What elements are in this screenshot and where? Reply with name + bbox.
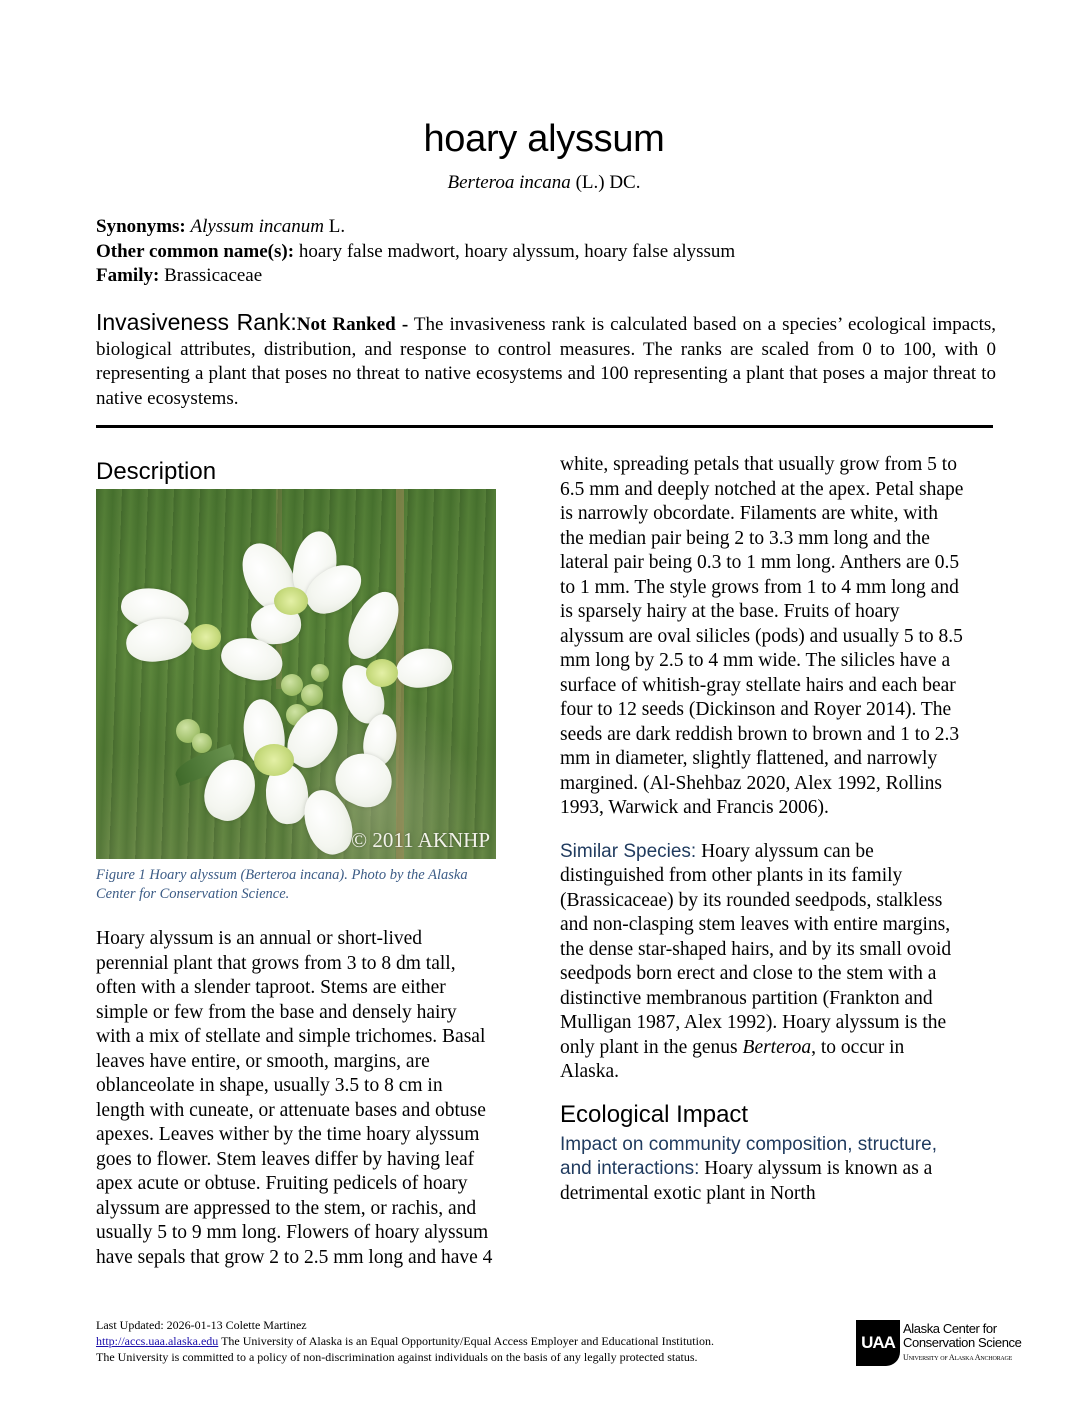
scientific-name [0,172,1088,194]
family-row [96,264,996,289]
species-photo [96,489,496,859]
synonyms-label: Synonyms: [96,216,186,237]
ecological-impact-heading: Ecological Impact [560,1100,749,1128]
rank-text: The invasiveness rank is calculated based on a species’ ecological impacts, biological attributes, distribution, and response to control measures. The ranks are scaled from 0 to 100, with 0 representing a plant that poses no threat to native ecosystems and 100 representing a plant that poses a major threat to native ecosystems. [96,314,997,409]
community-impact-label: Impact on community composition, structure, and interactions: [560,1133,937,1179]
similar-species-text-a: Hoary alyssum can be distinguished from other plants in its family (Brassicaceae) by its rounded seedpods, stalkless and non-clasping stem leaves with entire margins, the dense star-shaped hairs, and by its small ovoid seedpods born erect and close to the stem with a distinctive membranous partition (Frankton and Mulligan 1987, Alex 1992). Hoary alyssum is the only plant in the genus [560,840,952,1058]
family-value: Brassicaceae [159,265,263,286]
similar-species-text-b: , to occur in Alaska. [560,1036,905,1082]
rank-value: Not Ranked - [296,314,409,335]
family-label: Family: [96,265,160,286]
species-meta [96,215,996,289]
common-names-label: Other common name(s): [96,240,295,262]
uaa-logo-icon: UAA [856,1320,900,1366]
similar-species-genus: Berteroa [742,1036,812,1058]
synonyms-value: Alyssum incanum [190,216,325,237]
description-text-left: Hoary alyssum is an annual or short-lived perennial plant that grows from 3 to 8 dm tall, often with a slender taproot. Stems are either simple or few from the base and densely hairy with a mix of stellate and simple trichomes. Basal leaves have entire, or smooth, margins, are oblanceolate in shape, usually 3.5 to 8 cm in length with cuneate, or attenuate bases and obtuse apexes. Leaves wither by the time hoary alyssum goes to flower. Stem leaves differ by having leaf apex acute or obtuse. Fruiting pedicels of hoary alyssum are appressed to the stem, or rachis, and usually 5 to 9 mm long. Flowers of hoary alyssum have sepals that grow 2 to 2.5 mm long and have 4 [96,928,493,1268]
similar-species [560,840,965,1085]
synonyms-row [96,215,996,240]
last-updated: Last Updated: 2026-01-13 Colette Martinez [96,1318,307,1332]
footer-statement-block [96,1333,716,1365]
divider [96,425,993,428]
scientific-name-italic: Berteroa incana [447,172,571,193]
logo-line-2: Conservation Science [903,1335,1022,1350]
logo-line-1: Alaska Center for [903,1321,997,1336]
page-title: hoary alyssum [423,118,665,160]
description-text-right: white, spreading petals that usually grow from 5 to 6.5 mm and deeply notched at the apex. Petal shape is narrowly obcordate. Filaments are white, with the median pair being 2 to 3.3 mm long and the lateral pair being 0.3 to 1 mm long. Anthers are 0.5 to 1 mm. The style grows from 1 to 4 mm long and is sparsely hairy at the base. Fruits of hoary alyssum are oval silicles (pods) and usually 5 to 8.5 mm long by 2.5 to 4 mm wide. The silicles have a surface of whitish-gray stellate hairs and each bear four to 12 seeds (Dickinson and Royer 2014). The seeds are dark reddish brown to brown and 1 to 2.3 mm in diameter, slightly flattened, and narrowly margined. (Al-Shehbaz 2020, Alex 1992, Rollins 1993, Warwick and Francis 2006). [560,454,964,818]
ecological-impact-text [560,1133,965,1207]
community-impact-text: Hoary alyssum is known as a detrimental exotic plant in North [560,1158,933,1204]
similar-species-label: Similar Species: [560,840,697,862]
photo-credit: © 2011 AKNHP [351,828,490,852]
invasiveness-rank [96,310,996,411]
description-heading: Description [96,458,217,485]
rank-label: Invasiveness Rank: [96,309,297,335]
footer [96,1317,716,1365]
accs-logo [856,1320,1036,1368]
common-names-row [96,240,996,265]
figure-caption: Figure 1 Hoary alyssum (Berteroa incana). Photo by the Alaska Center for Conservation Science. [96,867,468,902]
logo-line-3: University of Alaska Anchorage [903,1353,1013,1362]
synonyms-author: L. [324,216,346,237]
common-names-value: hoary false madwort, hoary alyssum, hoary false alyssum [294,240,736,262]
right-column [560,453,965,1206]
scientific-name-author: (L.) DC. [570,172,641,193]
equal-opportunity-statement: The University of Alaska is an Equal Opportunity/Equal Access Employer and Educational Institution. The University is committed to a policy of non-discrimination against individuals on the basis of any legally protected status. [96,1334,714,1364]
accs-link[interactable]: http://accs.uaa.alaska.edu [96,1334,219,1348]
left-column [96,455,496,1270]
